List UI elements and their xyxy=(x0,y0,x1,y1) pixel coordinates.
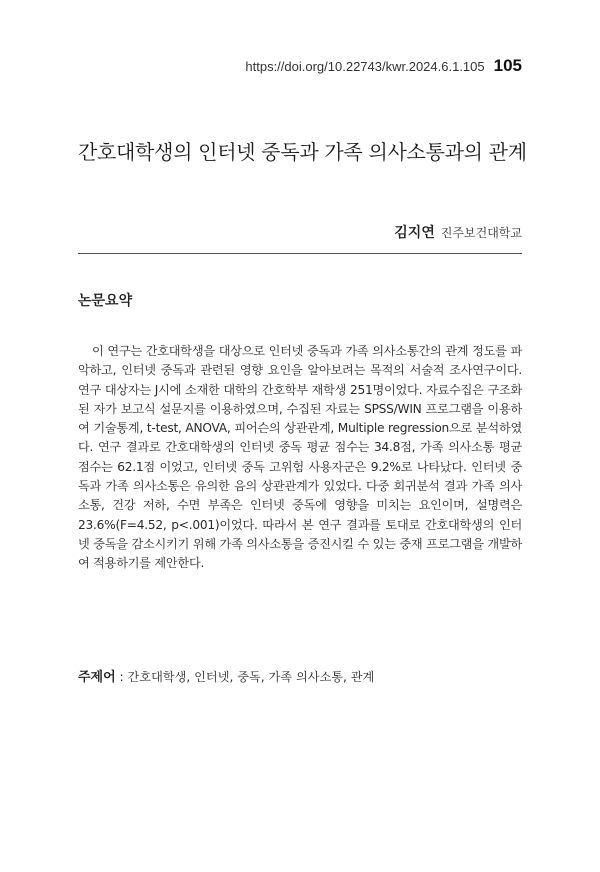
author-affiliation: 진주보건대학교 xyxy=(440,226,522,240)
title-divider xyxy=(78,253,522,254)
keywords-list: 간호대학생, 인터넷, 중독, 가족 의사소통, 관계 xyxy=(127,670,375,684)
page-number: 105 xyxy=(493,56,522,75)
author-name: 김지연 xyxy=(394,225,435,241)
abstract-body: 이 연구는 간호대학생을 대상으로 인터넷 중독과 가족 의사소통간의 관계 정도를 파악하고, 인터넷 중독과 관련된 영향 요인을 알아보려는 목적의 서술적 조사연구이다. 연구 대상자는 J시에 소재한 대학의 간호학부 재학생 251명이었다. 자료수집은 구조화된 자가 보고식 설문지를 이용하였으며, 수집된 자료는 SPSS/WIN 프로그램을 이용하여 기술통계, t-test, ANOVA, 피어슨의 상관관계, Multiple regression으로 분석하였다. 연구 결과로 간호대학생의 인터넷 중독 평균 점수는 34.8점, 가족 의사소통 평균 점수는 62.1점 이었고, 인터넷 중독 고위험 사용자군은 9.2%로 나타났다. 인터넷 중독과 가족 의사소통은 유의한 음의 상관관계가 있었다. 다중 회귀분석 결과 가족 의사소통, 건강 저하, 수면 부족은 인터넷 중독에 영향을 미치는 요인이며, 설명력은 23.6%(F=4.52, p<.001)이었다. 따라서 본 연구 결과를 토대로 간호대학생의 인터넷 중독을 감소시키기 위해 가족 의사소통을 증진시킬 수 있는 중재 프로그램을 개발하여 적용하기를 제안한다. xyxy=(78,344,522,571)
paper-title: 간호대학생의 인터넷 중독과 가족 의사소통과의 관계 xyxy=(78,140,527,164)
author-line xyxy=(394,222,522,242)
keywords-line xyxy=(78,666,522,685)
doi-link[interactable]: https://doi.org/10.22743/kwr.2024.6.1.105 xyxy=(245,59,485,74)
keywords-separator: : xyxy=(115,670,128,684)
running-header xyxy=(245,56,522,76)
keywords-label: 주제어 xyxy=(78,670,116,685)
abstract-heading: 논문요약 xyxy=(78,293,133,309)
